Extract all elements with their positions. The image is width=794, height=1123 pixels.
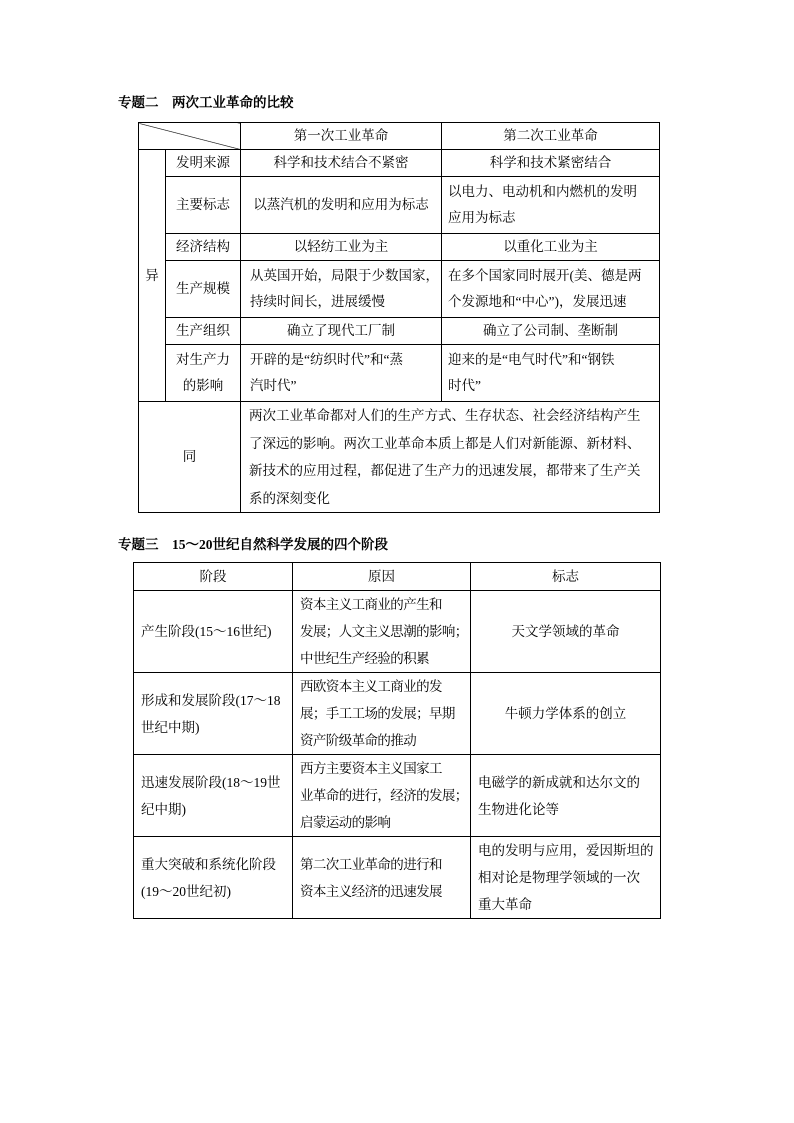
sign-cell-3: 电磁学的新成就和达尔文的 生物进化论等 (471, 755, 661, 837)
revolution-comparison-table (138, 122, 660, 513)
header-corner-cell (139, 123, 241, 150)
first-productivity-impact: 开辟的是“纺织时代”和“蒸 汽时代” (241, 345, 442, 402)
stage-cell-4: 重大突破和系统化阶段 (19～20世纪初) (134, 837, 293, 919)
second-revolution-header: 第二次工业革命 (442, 123, 660, 150)
first-main-symbol: 以蒸汽机的发明和应用为标志 (241, 177, 442, 234)
cause-cell-1: 资本主义工商业的产生和 发展；人文主义思潮的影响； 中世纪生产经验的积累 (293, 591, 471, 673)
first-invention-source: 科学和技术结合不紧密 (241, 150, 442, 177)
second-production-scale: 在多个国家同时展开(美、德是两 个发源地和“中心”)，发展迅速 (442, 261, 660, 318)
sign-cell-2: 牛顿力学体系的创立 (471, 673, 661, 755)
cause-cell-2: 西欧资本主义工商业的发 展；手工工场的发展；早期 资产阶级革命的推动 (293, 673, 471, 755)
sign-cell-1: 天文学领域的革命 (471, 591, 661, 673)
stage-cell-1: 产生阶段(15～16世纪) (134, 591, 293, 673)
stage-header: 阶段 (134, 563, 293, 591)
sign-header: 标志 (471, 563, 661, 591)
row-label-productivity-impact: 对生产力 的影响 (166, 345, 241, 402)
second-main-symbol: 以电力、电动机和内燃机的发明 应用为标志 (442, 177, 660, 234)
second-economic-structure: 以重化工业为主 (442, 234, 660, 261)
cause-header: 原因 (293, 563, 471, 591)
row-label-economic-structure: 经济结构 (166, 234, 241, 261)
cause-cell-4: 第二次工业革命的进行和 资本主义经济的迅速发展 (293, 837, 471, 919)
section-title-science-stages: 专题三 15～20世纪自然科学发展的四个阶段 (118, 537, 388, 552)
row-label-production-organization: 生产组织 (166, 318, 241, 345)
differences-label: 异 (139, 150, 166, 402)
first-production-organization: 确立了现代工厂制 (241, 318, 442, 345)
sign-cell-4: 电的发明与应用，爱因斯坦的 相对论是物理学领域的一次 重大革命 (471, 837, 661, 919)
row-label-production-scale: 生产规模 (166, 261, 241, 318)
similarities-text: 两次工业革命都对人们的生产方式、生存状态、社会经济结构产生 了深远的影响。两次工业革命本质上都是人们对新能源、新材料、 新技术的应用过程，都促进了生产力的迅速发展，都带来了生产关 系的深刻变化 (241, 402, 660, 513)
second-production-organization: 确立了公司制、垄断制 (442, 318, 660, 345)
stage-cell-2: 形成和发展阶段(17～18 世纪中期) (134, 673, 293, 755)
science-stages-table (133, 562, 661, 919)
second-invention-source: 科学和技术紧密结合 (442, 150, 660, 177)
first-economic-structure: 以轻纺工业为主 (241, 234, 442, 261)
second-productivity-impact: 迎来的是“电气时代”和“钢铁 时代” (442, 345, 660, 402)
first-revolution-header: 第一次工业革命 (241, 123, 442, 150)
cause-cell-3: 西方主要资本主义国家工 业革命的进行，经济的发展； 启蒙运动的影响 (293, 755, 471, 837)
section-title-industrial-revolutions: 专题二 两次工业革命的比较 (118, 95, 294, 110)
stage-cell-3: 迅速发展阶段(18～19世 纪中期) (134, 755, 293, 837)
row-label-main-symbol: 主要标志 (166, 177, 241, 234)
first-production-scale: 从英国开始，局限于少数国家， 持续时间长，进展缓慢 (241, 261, 442, 318)
row-label-invention-source: 发明来源 (166, 150, 241, 177)
similarities-label: 同 (139, 402, 241, 513)
